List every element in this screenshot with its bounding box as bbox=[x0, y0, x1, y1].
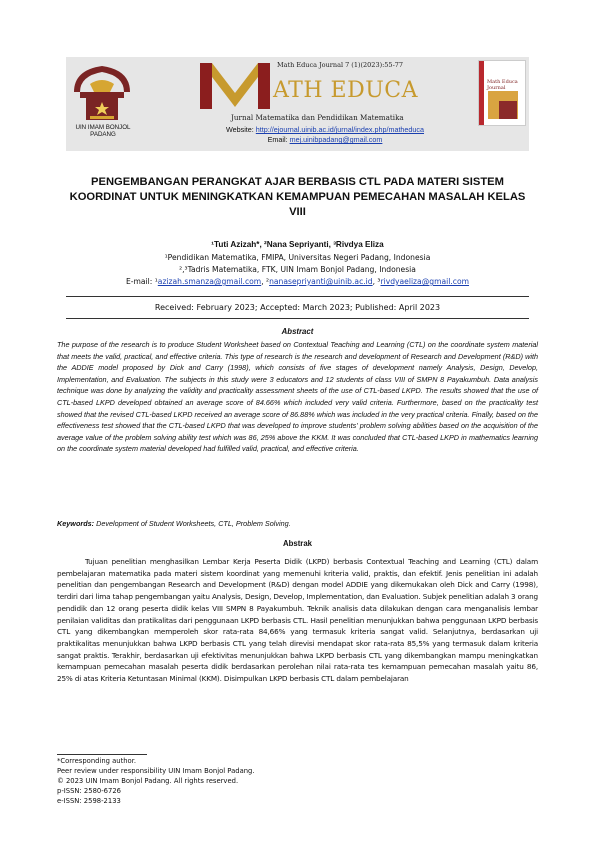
brand-rest: ATH EDUCA bbox=[273, 78, 418, 103]
keywords-label: Keywords: bbox=[57, 519, 97, 528]
affiliation-1: ¹Pendidikan Matematika, FMIPA, Universitas Negeri Padang, Indonesia bbox=[164, 253, 431, 262]
journal-email-line bbox=[190, 135, 460, 144]
email-2-prefix: , ² bbox=[261, 277, 270, 286]
journal-website-line bbox=[190, 125, 460, 134]
author-email-2[interactable]: nanasepriyanti@uinib.ac.id bbox=[269, 277, 373, 286]
footnote-corresponding: *Corresponding author. bbox=[57, 757, 137, 765]
journal-reference: Math Educa Journal 7 (1)(2023):55-77 bbox=[277, 61, 404, 69]
cover-spine bbox=[479, 61, 484, 125]
publication-dates: Received: February 2023; Accepted: March 2023; Published: April 2023 bbox=[154, 303, 441, 312]
email-label: Email: bbox=[267, 135, 290, 144]
journal-brand-name bbox=[273, 78, 418, 103]
institution-name-line2: PADANG bbox=[90, 131, 116, 138]
journal-cover-thumbnail bbox=[478, 60, 526, 126]
affiliation-2: ²,³Tadris Matematika, FTK, UIN Imam Bonjol Padang, Indonesia bbox=[179, 265, 416, 274]
footnote-peer-review: Peer review under responsibility UIN Imam Bonjol Padang. bbox=[57, 767, 255, 775]
author-email-3[interactable]: rivdyaeliza@gmail.com bbox=[380, 277, 470, 286]
email-3-prefix: , ³ bbox=[372, 277, 381, 286]
footnote-copyright: © 2023 UIN Imam Bonjol Padang. All rights reserved. bbox=[57, 777, 239, 785]
author-emails bbox=[60, 277, 535, 286]
cover-image-accent bbox=[499, 101, 517, 119]
uin-logo-icon bbox=[70, 62, 134, 124]
divider-top bbox=[66, 296, 529, 297]
footnote-rule bbox=[57, 754, 147, 755]
author-list: ¹Tuti Azizah*, ²Nana Sepriyanti, ³Rivdya Eliza bbox=[211, 240, 384, 249]
institution-name bbox=[66, 124, 140, 138]
cover-title: Math Educa Journal bbox=[487, 79, 518, 91]
abstract-text: The purpose of the research is to produce Student Worksheet based on Contextual Teaching and Learning (CTL) on the coordinate system material that meets the valid, practical, and effective criteria. This type of research is the research and development of Research and Development (R&D) with the ADDIE model proposed by Dick and Carry (1998), which consists of five stages of development namely Analysis, Design, Develop, Implementation, and Evaluation. The subjects in this study were 3 educators and 12 students of class VIII of SMPN 8 Payakumbuh. Data analysis technique was done by analyzing the validity and practicality assessment sheets of the use of CTL-based LKPD. The results showed that the use of CTL-based LKPD developed obtained an average score of 84.66% which included very valid criteria. Furthermore, based on the practicality test showed that the revised CTL-based LKPD received an average score of 86.88% which was included in the very practical criteria. Finally, based on the effectiveness test showed that the CTL-based LKPD that was developed to improve students' problem solving abilities based on the acquisition of the average value of the problem solving ability test which was 86, 25% above the KKM. It was concluded that CTL-based LKPD in mathematics learning on the coordinate system material developed had fulfilled valid, practical, and effective criteria. bbox=[57, 340, 538, 454]
keywords bbox=[57, 519, 538, 528]
journal-email-link[interactable]: mej.uinibpadang@gmail.com bbox=[289, 135, 383, 144]
email-1-prefix: ¹ bbox=[154, 277, 158, 286]
math-educa-m-logo-icon bbox=[198, 61, 272, 109]
footnote-e-issn: e-ISSN: 2598-2133 bbox=[57, 797, 121, 805]
website-label: Website: bbox=[225, 125, 256, 134]
keywords-value: Development of Student Worksheets, CTL, Problem Solving. bbox=[96, 519, 291, 528]
journal-subtitle: Jurnal Matematika dan Pendidikan Matematika bbox=[231, 113, 404, 122]
paper-title: PENGEMBANGAN PERANGKAT AJAR BERBASIS CTL PADA MATERI SISTEM KOORDINAT UNTUK MENINGKATKAN KEMAMPUAN PEMECAHAN MASALAH KELAS VIII bbox=[69, 176, 526, 218]
divider-bottom bbox=[66, 318, 529, 319]
website-link[interactable]: http://ejournal.uinib.ac.id/jurnal/index.php/matheduca bbox=[255, 125, 425, 134]
email-label: E-mail: bbox=[125, 277, 155, 286]
institution-name-line1: UIN IMAM BONJOL bbox=[75, 124, 131, 131]
footnote-p-issn: p-ISSN: 2580-6726 bbox=[57, 787, 121, 795]
abstrak-text: Tujuan penelitian menghasilkan Lembar Kerja Peserta Didik (LKPD) berbasis Contextual Teaching and Learning (CTL) dalam pembelajaran matematika pada materi sistem koordinat yang memenuhi kriteria valid, praktis, dan efektif. Jenis penelitian ini adalah penelitian dan pengembangan Research and Development (R&D) dengan model ADDIE yang dikemukakan oleh Dick and Carry (1998), terdiri dari lima tahap pengembangan yaitu Analysis, Design, Develop, Implementation, dan Evaluation. Subjek penelitian adalah 3 orang pendidik dan 12 orang peserta didik kelas VIII SMPN 8 Payakumbuh. Teknik analisis data dilakukan dengan cara menganalisis lembar penilaian validitas dan pratikalitas dari penggunaan LKPD berbasis CTL. Hasil penelitian menunjukkan bahwa penggunaan LKPD berbasis CTL yang dikembangkan memperoleh skor rata-rata 84,66% yang termasuk kriteria sangat valid. Selanjutnya, berdasarkan uji praktikalitas menunjukkan bahwa LKPD berbasis CTL yang telah direvisi mendapat skor rata-rata 85,5% yang termasuk dalam kriteria sangat praktis. Terakhir, berdasarkan uji efektivitas menunjukkan bahwa LKPD berbasis CTL yang dikembangkan mampu meningkatkan kemampuan pemecahan masalah peserta didik berdasarkan perolehan nilai rata-rata tes kemampuan pemecahan masalah yaitu 86, 25% di atas Kriteria Ketuntasan Minimal (KKM). Disimpulkan LKPD berbasis CTL dalam pembelajaran bbox=[57, 557, 538, 684]
author-email-1[interactable]: azizah.smanza@gmail.com bbox=[157, 277, 262, 286]
abstract-heading: Abstract bbox=[281, 327, 314, 336]
abstrak-heading: Abstrak bbox=[282, 539, 313, 548]
